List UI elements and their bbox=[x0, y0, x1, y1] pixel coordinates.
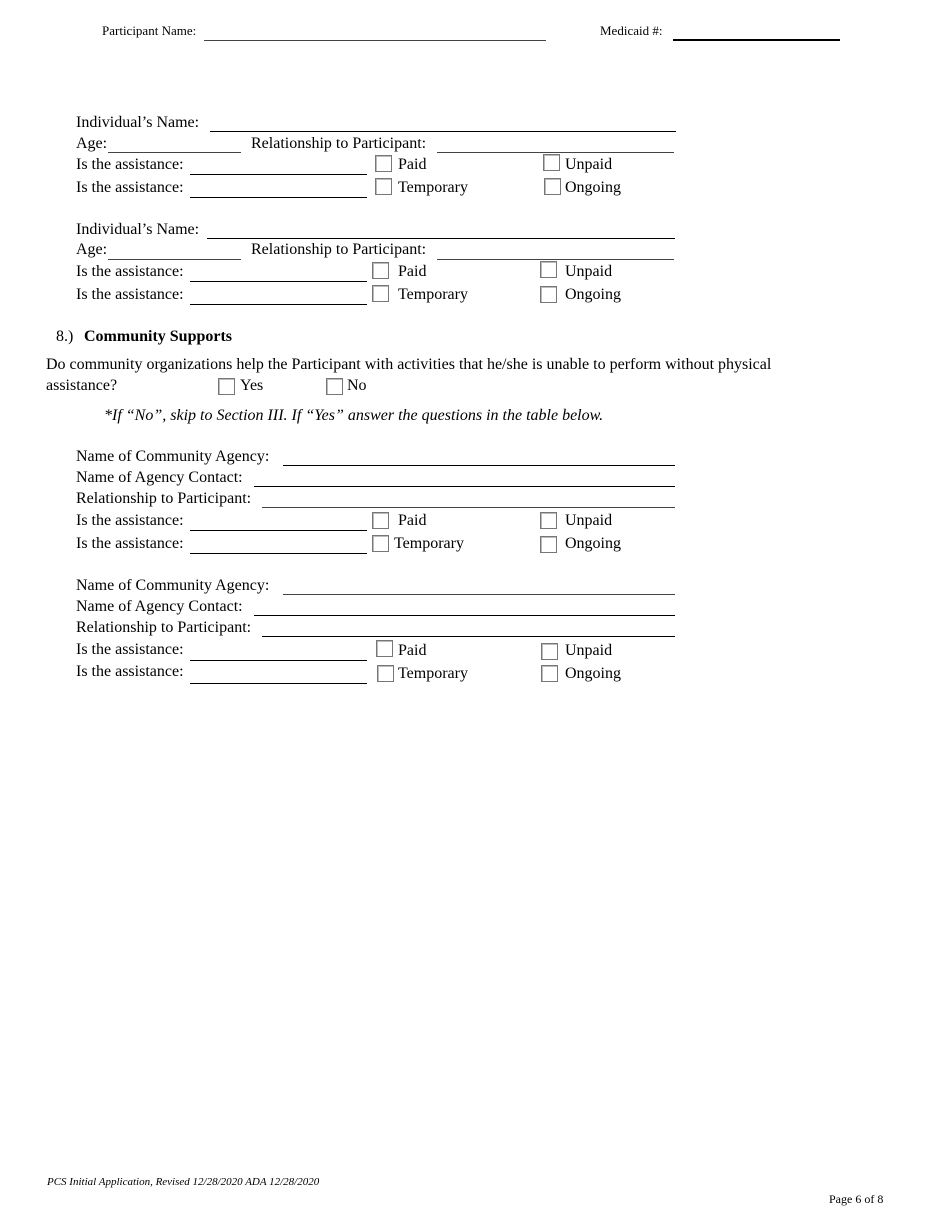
relationship-field[interactable] bbox=[262, 636, 675, 637]
assistance-field[interactable] bbox=[190, 174, 367, 175]
unpaid-checkbox[interactable] bbox=[543, 154, 560, 171]
assistance-field[interactable] bbox=[190, 304, 367, 305]
agency-contact-field[interactable] bbox=[254, 615, 675, 616]
temporary-label: Temporary bbox=[394, 535, 464, 552]
assistance-field[interactable] bbox=[190, 281, 367, 282]
temporary-checkbox[interactable] bbox=[372, 535, 389, 552]
ongoing-checkbox[interactable] bbox=[541, 665, 558, 682]
agency-name-label: Name of Community Agency: bbox=[76, 577, 270, 594]
relationship-label: Relationship to Participant: bbox=[76, 490, 252, 507]
ongoing-label: Ongoing bbox=[565, 665, 621, 682]
assistance-label: Is the assistance: bbox=[76, 663, 184, 680]
participant-name-label: Participant Name: bbox=[102, 23, 197, 38]
age-field[interactable] bbox=[108, 152, 241, 153]
community-question-cont: assistance? bbox=[46, 377, 118, 394]
community-question: Do community organizations help the Participant with activities that he/she is unable to perform without physical bbox=[46, 356, 772, 373]
paid-checkbox[interactable] bbox=[376, 640, 393, 657]
relationship-field[interactable] bbox=[437, 259, 674, 260]
agency-contact-field[interactable] bbox=[254, 486, 675, 487]
age-field[interactable] bbox=[108, 259, 241, 260]
temporary-label: Temporary bbox=[398, 665, 468, 682]
individual-name-field[interactable] bbox=[210, 131, 676, 132]
section-number: 8.) bbox=[56, 328, 74, 345]
unpaid-label: Unpaid bbox=[565, 512, 613, 529]
medicaid-number-label: Medicaid #: bbox=[600, 23, 663, 38]
agency-name-field[interactable] bbox=[283, 594, 675, 595]
assistance-label: Is the assistance: bbox=[76, 286, 184, 303]
assistance-field[interactable] bbox=[190, 530, 367, 531]
relationship-field[interactable] bbox=[437, 152, 674, 153]
yes-checkbox[interactable] bbox=[218, 378, 235, 395]
agency-name-field[interactable] bbox=[283, 465, 675, 466]
paid-label: Paid bbox=[398, 263, 427, 280]
temporary-checkbox[interactable] bbox=[377, 665, 394, 682]
skip-instruction: *If “No”, skip to Section III. If “Yes” answer the questions in the table below. bbox=[104, 407, 604, 424]
relationship-label: Relationship to Participant: bbox=[76, 619, 252, 636]
assistance-field[interactable] bbox=[190, 660, 367, 661]
temporary-label: Temporary bbox=[398, 179, 468, 196]
assistance-field[interactable] bbox=[190, 197, 367, 198]
paid-checkbox[interactable] bbox=[372, 512, 389, 529]
medicaid-number-field[interactable] bbox=[673, 39, 840, 41]
individual-name-label: Individual’s Name: bbox=[76, 114, 200, 131]
age-label: Age: bbox=[76, 241, 108, 258]
unpaid-label: Unpaid bbox=[565, 263, 613, 280]
assistance-label: Is the assistance: bbox=[76, 512, 184, 529]
paid-label: Paid bbox=[398, 642, 427, 659]
agency-contact-label: Name of Agency Contact: bbox=[76, 469, 243, 486]
relationship-field[interactable] bbox=[262, 507, 675, 508]
individual-name-label: Individual’s Name: bbox=[76, 221, 200, 238]
unpaid-checkbox[interactable] bbox=[540, 261, 557, 278]
unpaid-checkbox[interactable] bbox=[540, 512, 557, 529]
participant-name-field[interactable] bbox=[204, 40, 546, 41]
assistance-field[interactable] bbox=[190, 683, 367, 684]
ongoing-checkbox[interactable] bbox=[540, 286, 557, 303]
assistance-label: Is the assistance: bbox=[76, 535, 184, 552]
unpaid-checkbox[interactable] bbox=[541, 643, 558, 660]
assistance-label: Is the assistance: bbox=[76, 263, 184, 280]
agency-name-label: Name of Community Agency: bbox=[76, 448, 270, 465]
temporary-checkbox[interactable] bbox=[372, 285, 389, 302]
page-number: Page 6 of 8 bbox=[829, 1192, 884, 1206]
temporary-checkbox[interactable] bbox=[375, 178, 392, 195]
assistance-label: Is the assistance: bbox=[76, 156, 184, 173]
individual-name-field[interactable] bbox=[207, 238, 675, 239]
agency-contact-label: Name of Agency Contact: bbox=[76, 598, 243, 615]
relationship-label: Relationship to Participant: bbox=[251, 135, 427, 152]
ongoing-checkbox[interactable] bbox=[544, 178, 561, 195]
paid-label: Paid bbox=[398, 156, 427, 173]
unpaid-label: Unpaid bbox=[565, 642, 613, 659]
no-checkbox[interactable] bbox=[326, 378, 343, 395]
no-label: No bbox=[347, 377, 367, 394]
revision-footer: PCS Initial Application, Revised 12/28/2020 ADA 12/28/2020 bbox=[47, 1176, 320, 1188]
ongoing-label: Ongoing bbox=[565, 179, 621, 196]
assistance-label: Is the assistance: bbox=[76, 641, 184, 658]
ongoing-label: Ongoing bbox=[565, 535, 621, 552]
paid-checkbox[interactable] bbox=[372, 262, 389, 279]
assistance-label: Is the assistance: bbox=[76, 179, 184, 196]
yes-label: Yes bbox=[240, 377, 264, 394]
paid-checkbox[interactable] bbox=[375, 155, 392, 172]
unpaid-label: Unpaid bbox=[565, 156, 613, 173]
section-title: Community Supports bbox=[84, 328, 233, 345]
ongoing-label: Ongoing bbox=[565, 286, 621, 303]
age-label: Age: bbox=[76, 135, 108, 152]
relationship-label: Relationship to Participant: bbox=[251, 241, 427, 258]
assistance-field[interactable] bbox=[190, 553, 367, 554]
temporary-label: Temporary bbox=[398, 286, 468, 303]
paid-label: Paid bbox=[398, 512, 427, 529]
ongoing-checkbox[interactable] bbox=[540, 536, 557, 553]
